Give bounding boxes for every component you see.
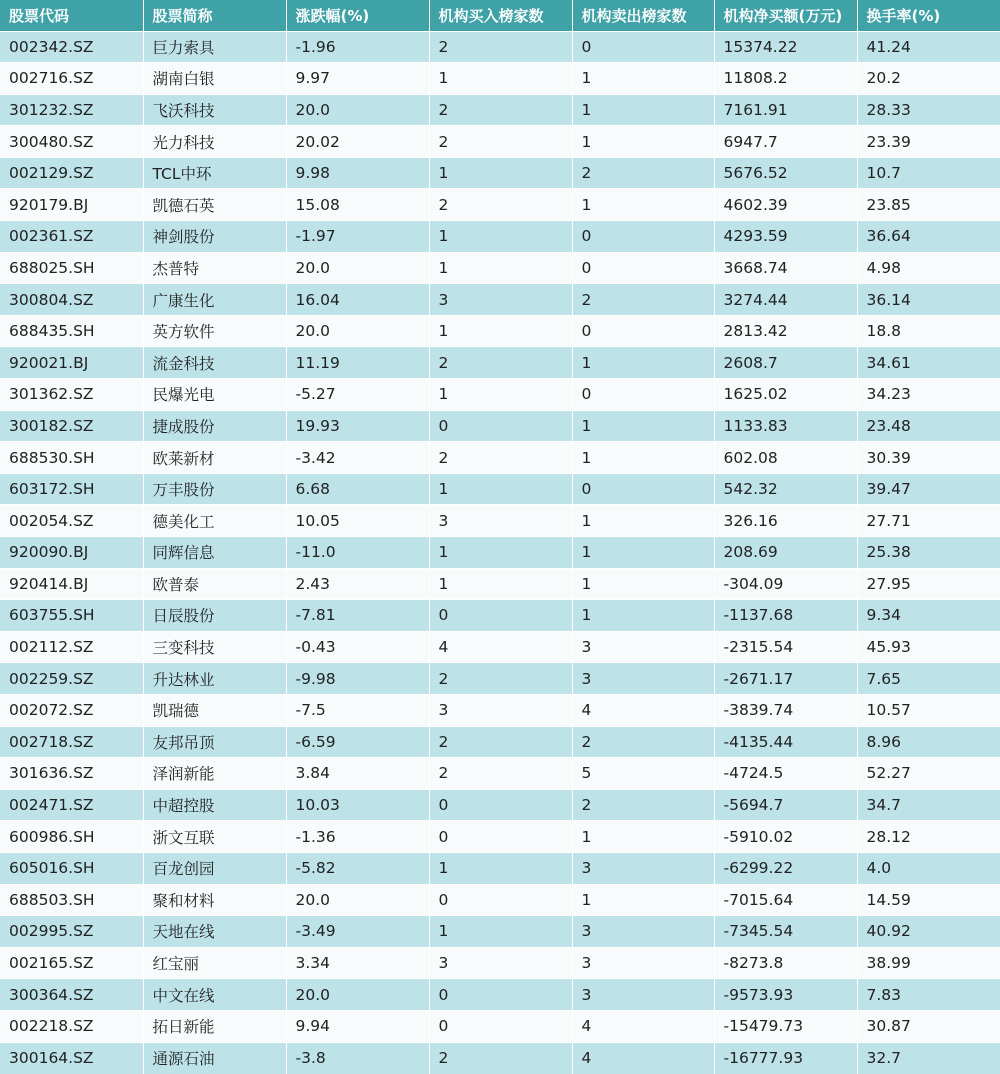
table-row: [0, 1010, 1000, 1042]
cell-change-pct: 3.34: [286, 947, 429, 979]
cell-inst-buy-count: 1: [429, 852, 572, 884]
cell-inst-buy-count: 2: [429, 189, 572, 221]
header-row: [0, 0, 1000, 31]
cell-inst-net-buy: 3274.44: [714, 284, 857, 316]
cell-change-pct: 10.05: [286, 505, 429, 537]
cell-inst-buy-count: 0: [429, 884, 572, 916]
cell-inst-sell-count: 1: [572, 568, 714, 600]
cell-turnover-rate: 7.65: [857, 663, 1000, 695]
cell-inst-net-buy: -4135.44: [714, 726, 857, 758]
cell-inst-sell-count: 1: [572, 505, 714, 537]
cell-turnover-rate: 14.59: [857, 884, 1000, 916]
cell-change-pct: 20.0: [286, 94, 429, 126]
cell-inst-sell-count: 3: [572, 663, 714, 695]
cell-stock-code: 301362.SZ: [0, 379, 143, 411]
cell-change-pct: 20.0: [286, 315, 429, 347]
cell-inst-buy-count: 2: [429, 726, 572, 758]
cell-inst-sell-count: 0: [572, 379, 714, 411]
cell-inst-net-buy: -2671.17: [714, 663, 857, 695]
cell-change-pct: 9.98: [286, 157, 429, 189]
cell-stock-name: 英方软件: [143, 315, 286, 347]
cell-change-pct: -5.82: [286, 852, 429, 884]
table-row: [0, 600, 1000, 632]
cell-inst-sell-count: 2: [572, 726, 714, 758]
cell-inst-net-buy: 4293.59: [714, 221, 857, 253]
cell-turnover-rate: 10.57: [857, 694, 1000, 726]
cell-stock-name: 神剑股份: [143, 221, 286, 253]
cell-turnover-rate: 7.83: [857, 979, 1000, 1011]
cell-stock-name: 聚和材料: [143, 884, 286, 916]
cell-inst-buy-count: 4: [429, 631, 572, 663]
cell-inst-sell-count: 1: [572, 94, 714, 126]
cell-stock-name: 流金科技: [143, 347, 286, 379]
cell-inst-sell-count: 1: [572, 442, 714, 474]
cell-inst-sell-count: 0: [572, 252, 714, 284]
cell-change-pct: 19.93: [286, 410, 429, 442]
cell-stock-name: 巨力索具: [143, 31, 286, 63]
cell-stock-code: 002361.SZ: [0, 221, 143, 253]
table-row: [0, 852, 1000, 884]
cell-inst-buy-count: 1: [429, 568, 572, 600]
header-inst-net-buy: 机构净买额(万元): [714, 0, 857, 31]
cell-change-pct: -1.96: [286, 31, 429, 63]
cell-inst-net-buy: 6947.7: [714, 126, 857, 158]
cell-change-pct: 15.08: [286, 189, 429, 221]
cell-change-pct: 9.94: [286, 1010, 429, 1042]
cell-inst-buy-count: 2: [429, 758, 572, 790]
cell-inst-net-buy: 602.08: [714, 442, 857, 474]
table-row: [0, 631, 1000, 663]
cell-stock-code: 920179.BJ: [0, 189, 143, 221]
cell-inst-sell-count: 3: [572, 852, 714, 884]
cell-stock-name: 同辉信息: [143, 537, 286, 569]
cell-stock-name: TCL中环: [143, 157, 286, 189]
cell-stock-name: 三变科技: [143, 631, 286, 663]
cell-inst-buy-count: 2: [429, 126, 572, 158]
table-row: [0, 663, 1000, 695]
cell-inst-net-buy: 5676.52: [714, 157, 857, 189]
cell-inst-buy-count: 2: [429, 31, 572, 63]
table-row: [0, 473, 1000, 505]
cell-inst-buy-count: 1: [429, 537, 572, 569]
cell-stock-name: 捷成股份: [143, 410, 286, 442]
cell-inst-sell-count: 1: [572, 126, 714, 158]
cell-inst-sell-count: 1: [572, 347, 714, 379]
cell-inst-net-buy: -16777.93: [714, 1042, 857, 1074]
cell-stock-code: 002112.SZ: [0, 631, 143, 663]
cell-stock-name: 杰普特: [143, 252, 286, 284]
cell-stock-name: 飞沃科技: [143, 94, 286, 126]
cell-inst-buy-count: 0: [429, 1010, 572, 1042]
cell-stock-name: 友邦吊顶: [143, 726, 286, 758]
header-change-pct: 涨跌幅(%): [286, 0, 429, 31]
cell-inst-buy-count: 2: [429, 347, 572, 379]
cell-turnover-rate: 40.92: [857, 916, 1000, 948]
cell-stock-code: 300804.SZ: [0, 284, 143, 316]
cell-change-pct: -5.27: [286, 379, 429, 411]
table-body: [0, 31, 1000, 1074]
cell-stock-code: 688530.SH: [0, 442, 143, 474]
table-row: [0, 157, 1000, 189]
cell-turnover-rate: 18.8: [857, 315, 1000, 347]
cell-inst-sell-count: 0: [572, 31, 714, 63]
table-row: [0, 252, 1000, 284]
cell-inst-sell-count: 4: [572, 1042, 714, 1074]
cell-change-pct: -6.59: [286, 726, 429, 758]
cell-turnover-rate: 27.71: [857, 505, 1000, 537]
cell-inst-buy-count: 2: [429, 442, 572, 474]
table-row: [0, 568, 1000, 600]
cell-stock-code: 002072.SZ: [0, 694, 143, 726]
cell-turnover-rate: 23.48: [857, 410, 1000, 442]
cell-turnover-rate: 41.24: [857, 31, 1000, 63]
cell-change-pct: 9.97: [286, 63, 429, 95]
cell-stock-name: 通源石油: [143, 1042, 286, 1074]
cell-inst-buy-count: 0: [429, 410, 572, 442]
cell-inst-net-buy: 1133.83: [714, 410, 857, 442]
cell-stock-name: 万丰股份: [143, 473, 286, 505]
cell-stock-code: 002165.SZ: [0, 947, 143, 979]
cell-stock-code: 605016.SH: [0, 852, 143, 884]
cell-stock-name: 中超控股: [143, 789, 286, 821]
cell-inst-sell-count: 2: [572, 157, 714, 189]
cell-inst-net-buy: -5910.02: [714, 821, 857, 853]
cell-turnover-rate: 34.61: [857, 347, 1000, 379]
cell-stock-name: 日辰股份: [143, 600, 286, 632]
cell-change-pct: 20.0: [286, 252, 429, 284]
cell-change-pct: 20.0: [286, 884, 429, 916]
table-header: [0, 0, 1000, 31]
cell-stock-code: 600986.SH: [0, 821, 143, 853]
cell-stock-name: 天地在线: [143, 916, 286, 948]
cell-stock-code: 301232.SZ: [0, 94, 143, 126]
cell-inst-net-buy: 542.32: [714, 473, 857, 505]
cell-inst-buy-count: 2: [429, 1042, 572, 1074]
cell-stock-name: 浙文互联: [143, 821, 286, 853]
cell-inst-buy-count: 2: [429, 94, 572, 126]
cell-stock-code: 300480.SZ: [0, 126, 143, 158]
cell-inst-net-buy: -3839.74: [714, 694, 857, 726]
cell-inst-sell-count: 3: [572, 916, 714, 948]
cell-change-pct: 20.02: [286, 126, 429, 158]
table-row: [0, 979, 1000, 1011]
cell-stock-name: 中文在线: [143, 979, 286, 1011]
cell-inst-net-buy: 11808.2: [714, 63, 857, 95]
cell-stock-name: 德美化工: [143, 505, 286, 537]
cell-change-pct: -0.43: [286, 631, 429, 663]
cell-inst-sell-count: 0: [572, 473, 714, 505]
cell-turnover-rate: 4.0: [857, 852, 1000, 884]
table-row: [0, 315, 1000, 347]
cell-stock-name: 民爆光电: [143, 379, 286, 411]
table-row: [0, 1042, 1000, 1074]
cell-change-pct: -3.8: [286, 1042, 429, 1074]
cell-stock-name: 凯瑞德: [143, 694, 286, 726]
cell-inst-buy-count: 0: [429, 821, 572, 853]
cell-stock-name: 凯德石英: [143, 189, 286, 221]
cell-change-pct: 20.0: [286, 979, 429, 1011]
cell-inst-net-buy: -15479.73: [714, 1010, 857, 1042]
cell-inst-sell-count: 1: [572, 189, 714, 221]
table-row: [0, 31, 1000, 63]
cell-change-pct: 16.04: [286, 284, 429, 316]
table-row: [0, 379, 1000, 411]
table-row: [0, 758, 1000, 790]
cell-change-pct: -3.42: [286, 442, 429, 474]
cell-inst-net-buy: 7161.91: [714, 94, 857, 126]
cell-stock-code: 002129.SZ: [0, 157, 143, 189]
cell-inst-buy-count: 1: [429, 157, 572, 189]
table-row: [0, 821, 1000, 853]
cell-turnover-rate: 20.2: [857, 63, 1000, 95]
cell-turnover-rate: 30.87: [857, 1010, 1000, 1042]
cell-stock-name: 欧莱新材: [143, 442, 286, 474]
cell-change-pct: 3.84: [286, 758, 429, 790]
cell-inst-sell-count: 1: [572, 884, 714, 916]
cell-stock-code: 002995.SZ: [0, 916, 143, 948]
cell-inst-net-buy: 1625.02: [714, 379, 857, 411]
cell-change-pct: 6.68: [286, 473, 429, 505]
cell-stock-code: 603172.SH: [0, 473, 143, 505]
cell-turnover-rate: 34.23: [857, 379, 1000, 411]
cell-stock-code: 920021.BJ: [0, 347, 143, 379]
table-row: [0, 916, 1000, 948]
cell-inst-buy-count: 3: [429, 505, 572, 537]
cell-inst-buy-count: 1: [429, 916, 572, 948]
cell-inst-net-buy: -5694.7: [714, 789, 857, 821]
cell-inst-net-buy: -7015.64: [714, 884, 857, 916]
cell-inst-net-buy: 15374.22: [714, 31, 857, 63]
cell-inst-sell-count: 3: [572, 979, 714, 1011]
cell-inst-net-buy: -8273.8: [714, 947, 857, 979]
cell-turnover-rate: 23.39: [857, 126, 1000, 158]
cell-stock-name: 升达林业: [143, 663, 286, 695]
cell-inst-sell-count: 3: [572, 631, 714, 663]
cell-inst-buy-count: 0: [429, 979, 572, 1011]
cell-inst-buy-count: 3: [429, 947, 572, 979]
cell-turnover-rate: 28.12: [857, 821, 1000, 853]
cell-change-pct: -1.36: [286, 821, 429, 853]
cell-change-pct: 11.19: [286, 347, 429, 379]
cell-inst-net-buy: 208.69: [714, 537, 857, 569]
header-inst-sell-count: 机构卖出榜家数: [572, 0, 714, 31]
table-row: [0, 442, 1000, 474]
cell-inst-sell-count: 0: [572, 315, 714, 347]
table-row: [0, 505, 1000, 537]
cell-inst-buy-count: 1: [429, 252, 572, 284]
cell-inst-net-buy: -4724.5: [714, 758, 857, 790]
table-row: [0, 63, 1000, 95]
cell-inst-sell-count: 1: [572, 600, 714, 632]
cell-stock-code: 002218.SZ: [0, 1010, 143, 1042]
cell-stock-code: 920414.BJ: [0, 568, 143, 600]
cell-turnover-rate: 36.64: [857, 221, 1000, 253]
table-row: [0, 221, 1000, 253]
cell-stock-code: 002471.SZ: [0, 789, 143, 821]
table-row: [0, 94, 1000, 126]
cell-stock-code: 300182.SZ: [0, 410, 143, 442]
cell-turnover-rate: 34.7: [857, 789, 1000, 821]
cell-inst-sell-count: 5: [572, 758, 714, 790]
cell-inst-sell-count: 1: [572, 63, 714, 95]
cell-inst-sell-count: 0: [572, 221, 714, 253]
header-stock-code: 股票代码: [0, 0, 143, 31]
cell-stock-name: 光力科技: [143, 126, 286, 158]
cell-change-pct: -11.0: [286, 537, 429, 569]
cell-stock-name: 红宝丽: [143, 947, 286, 979]
cell-stock-code: 002259.SZ: [0, 663, 143, 695]
cell-stock-name: 湖南白银: [143, 63, 286, 95]
cell-stock-code: 300364.SZ: [0, 979, 143, 1011]
cell-change-pct: -3.49: [286, 916, 429, 948]
cell-stock-name: 欧普泰: [143, 568, 286, 600]
cell-stock-code: 688435.SH: [0, 315, 143, 347]
cell-inst-sell-count: 4: [572, 694, 714, 726]
header-inst-buy-count: 机构买入榜家数: [429, 0, 572, 31]
cell-inst-sell-count: 1: [572, 537, 714, 569]
table-row: [0, 347, 1000, 379]
table-row: [0, 284, 1000, 316]
cell-stock-code: 002718.SZ: [0, 726, 143, 758]
cell-change-pct: -9.98: [286, 663, 429, 695]
cell-inst-net-buy: -2315.54: [714, 631, 857, 663]
cell-inst-net-buy: 2608.7: [714, 347, 857, 379]
table-row: [0, 726, 1000, 758]
cell-change-pct: 10.03: [286, 789, 429, 821]
cell-stock-code: 002342.SZ: [0, 31, 143, 63]
table-row: [0, 789, 1000, 821]
cell-inst-net-buy: 4602.39: [714, 189, 857, 221]
cell-inst-buy-count: 2: [429, 663, 572, 695]
cell-stock-code: 002054.SZ: [0, 505, 143, 537]
cell-inst-sell-count: 1: [572, 821, 714, 853]
cell-inst-buy-count: 1: [429, 379, 572, 411]
cell-stock-code: 603755.SH: [0, 600, 143, 632]
cell-turnover-rate: 32.7: [857, 1042, 1000, 1074]
cell-inst-net-buy: 326.16: [714, 505, 857, 537]
cell-inst-net-buy: -1137.68: [714, 600, 857, 632]
cell-inst-net-buy: 3668.74: [714, 252, 857, 284]
table-row: [0, 189, 1000, 221]
cell-turnover-rate: 36.14: [857, 284, 1000, 316]
table-row: [0, 694, 1000, 726]
cell-stock-code: 688503.SH: [0, 884, 143, 916]
cell-inst-buy-count: 1: [429, 315, 572, 347]
cell-inst-net-buy: 2813.42: [714, 315, 857, 347]
cell-turnover-rate: 23.85: [857, 189, 1000, 221]
table-row: [0, 884, 1000, 916]
cell-inst-buy-count: 0: [429, 789, 572, 821]
cell-turnover-rate: 45.93: [857, 631, 1000, 663]
cell-stock-code: 002716.SZ: [0, 63, 143, 95]
cell-turnover-rate: 27.95: [857, 568, 1000, 600]
cell-inst-net-buy: -6299.22: [714, 852, 857, 884]
cell-turnover-rate: 52.27: [857, 758, 1000, 790]
cell-inst-sell-count: 1: [572, 410, 714, 442]
table-row: [0, 126, 1000, 158]
header-turnover-rate: 换手率(%): [866, 6, 941, 25]
cell-stock-code: 301636.SZ: [0, 758, 143, 790]
cell-stock-name: 百龙创园: [143, 852, 286, 884]
cell-inst-buy-count: 3: [429, 284, 572, 316]
cell-change-pct: -7.5: [286, 694, 429, 726]
cell-stock-name: 拓日新能: [143, 1010, 286, 1042]
table-row: [0, 410, 1000, 442]
cell-turnover-rate: 9.34: [857, 600, 1000, 632]
table-row: [0, 537, 1000, 569]
cell-stock-code: 300164.SZ: [0, 1042, 143, 1074]
cell-turnover-rate: 10.7: [857, 157, 1000, 189]
cell-change-pct: 2.43: [286, 568, 429, 600]
cell-stock-name: 泽润新能: [143, 758, 286, 790]
cell-inst-net-buy: -7345.54: [714, 916, 857, 948]
cell-inst-net-buy: -9573.93: [714, 979, 857, 1011]
cell-inst-buy-count: 3: [429, 694, 572, 726]
cell-inst-buy-count: 1: [429, 221, 572, 253]
cell-inst-sell-count: 2: [572, 789, 714, 821]
cell-inst-buy-count: 1: [429, 473, 572, 505]
cell-inst-sell-count: 2: [572, 284, 714, 316]
cell-turnover-rate: 4.98: [857, 252, 1000, 284]
table-row: [0, 947, 1000, 979]
cell-inst-sell-count: 4: [572, 1010, 714, 1042]
cell-turnover-rate: 25.38: [857, 537, 1000, 569]
header-stock-name: 股票简称: [143, 0, 286, 31]
cell-inst-net-buy: -304.09: [714, 568, 857, 600]
cell-stock-code: 688025.SH: [0, 252, 143, 284]
cell-turnover-rate: 8.96: [857, 726, 1000, 758]
cell-turnover-rate: 39.47: [857, 473, 1000, 505]
cell-inst-buy-count: 0: [429, 600, 572, 632]
cell-inst-buy-count: 1: [429, 63, 572, 95]
cell-turnover-rate: 38.99: [857, 947, 1000, 979]
cell-stock-name: 广康生化: [143, 284, 286, 316]
cell-turnover-rate: 30.39: [857, 442, 1000, 474]
cell-inst-sell-count: 3: [572, 947, 714, 979]
cell-change-pct: -1.97: [286, 221, 429, 253]
cell-stock-code: 920090.BJ: [0, 537, 143, 569]
cell-turnover-rate: 28.33: [857, 94, 1000, 126]
cell-change-pct: -7.81: [286, 600, 429, 632]
